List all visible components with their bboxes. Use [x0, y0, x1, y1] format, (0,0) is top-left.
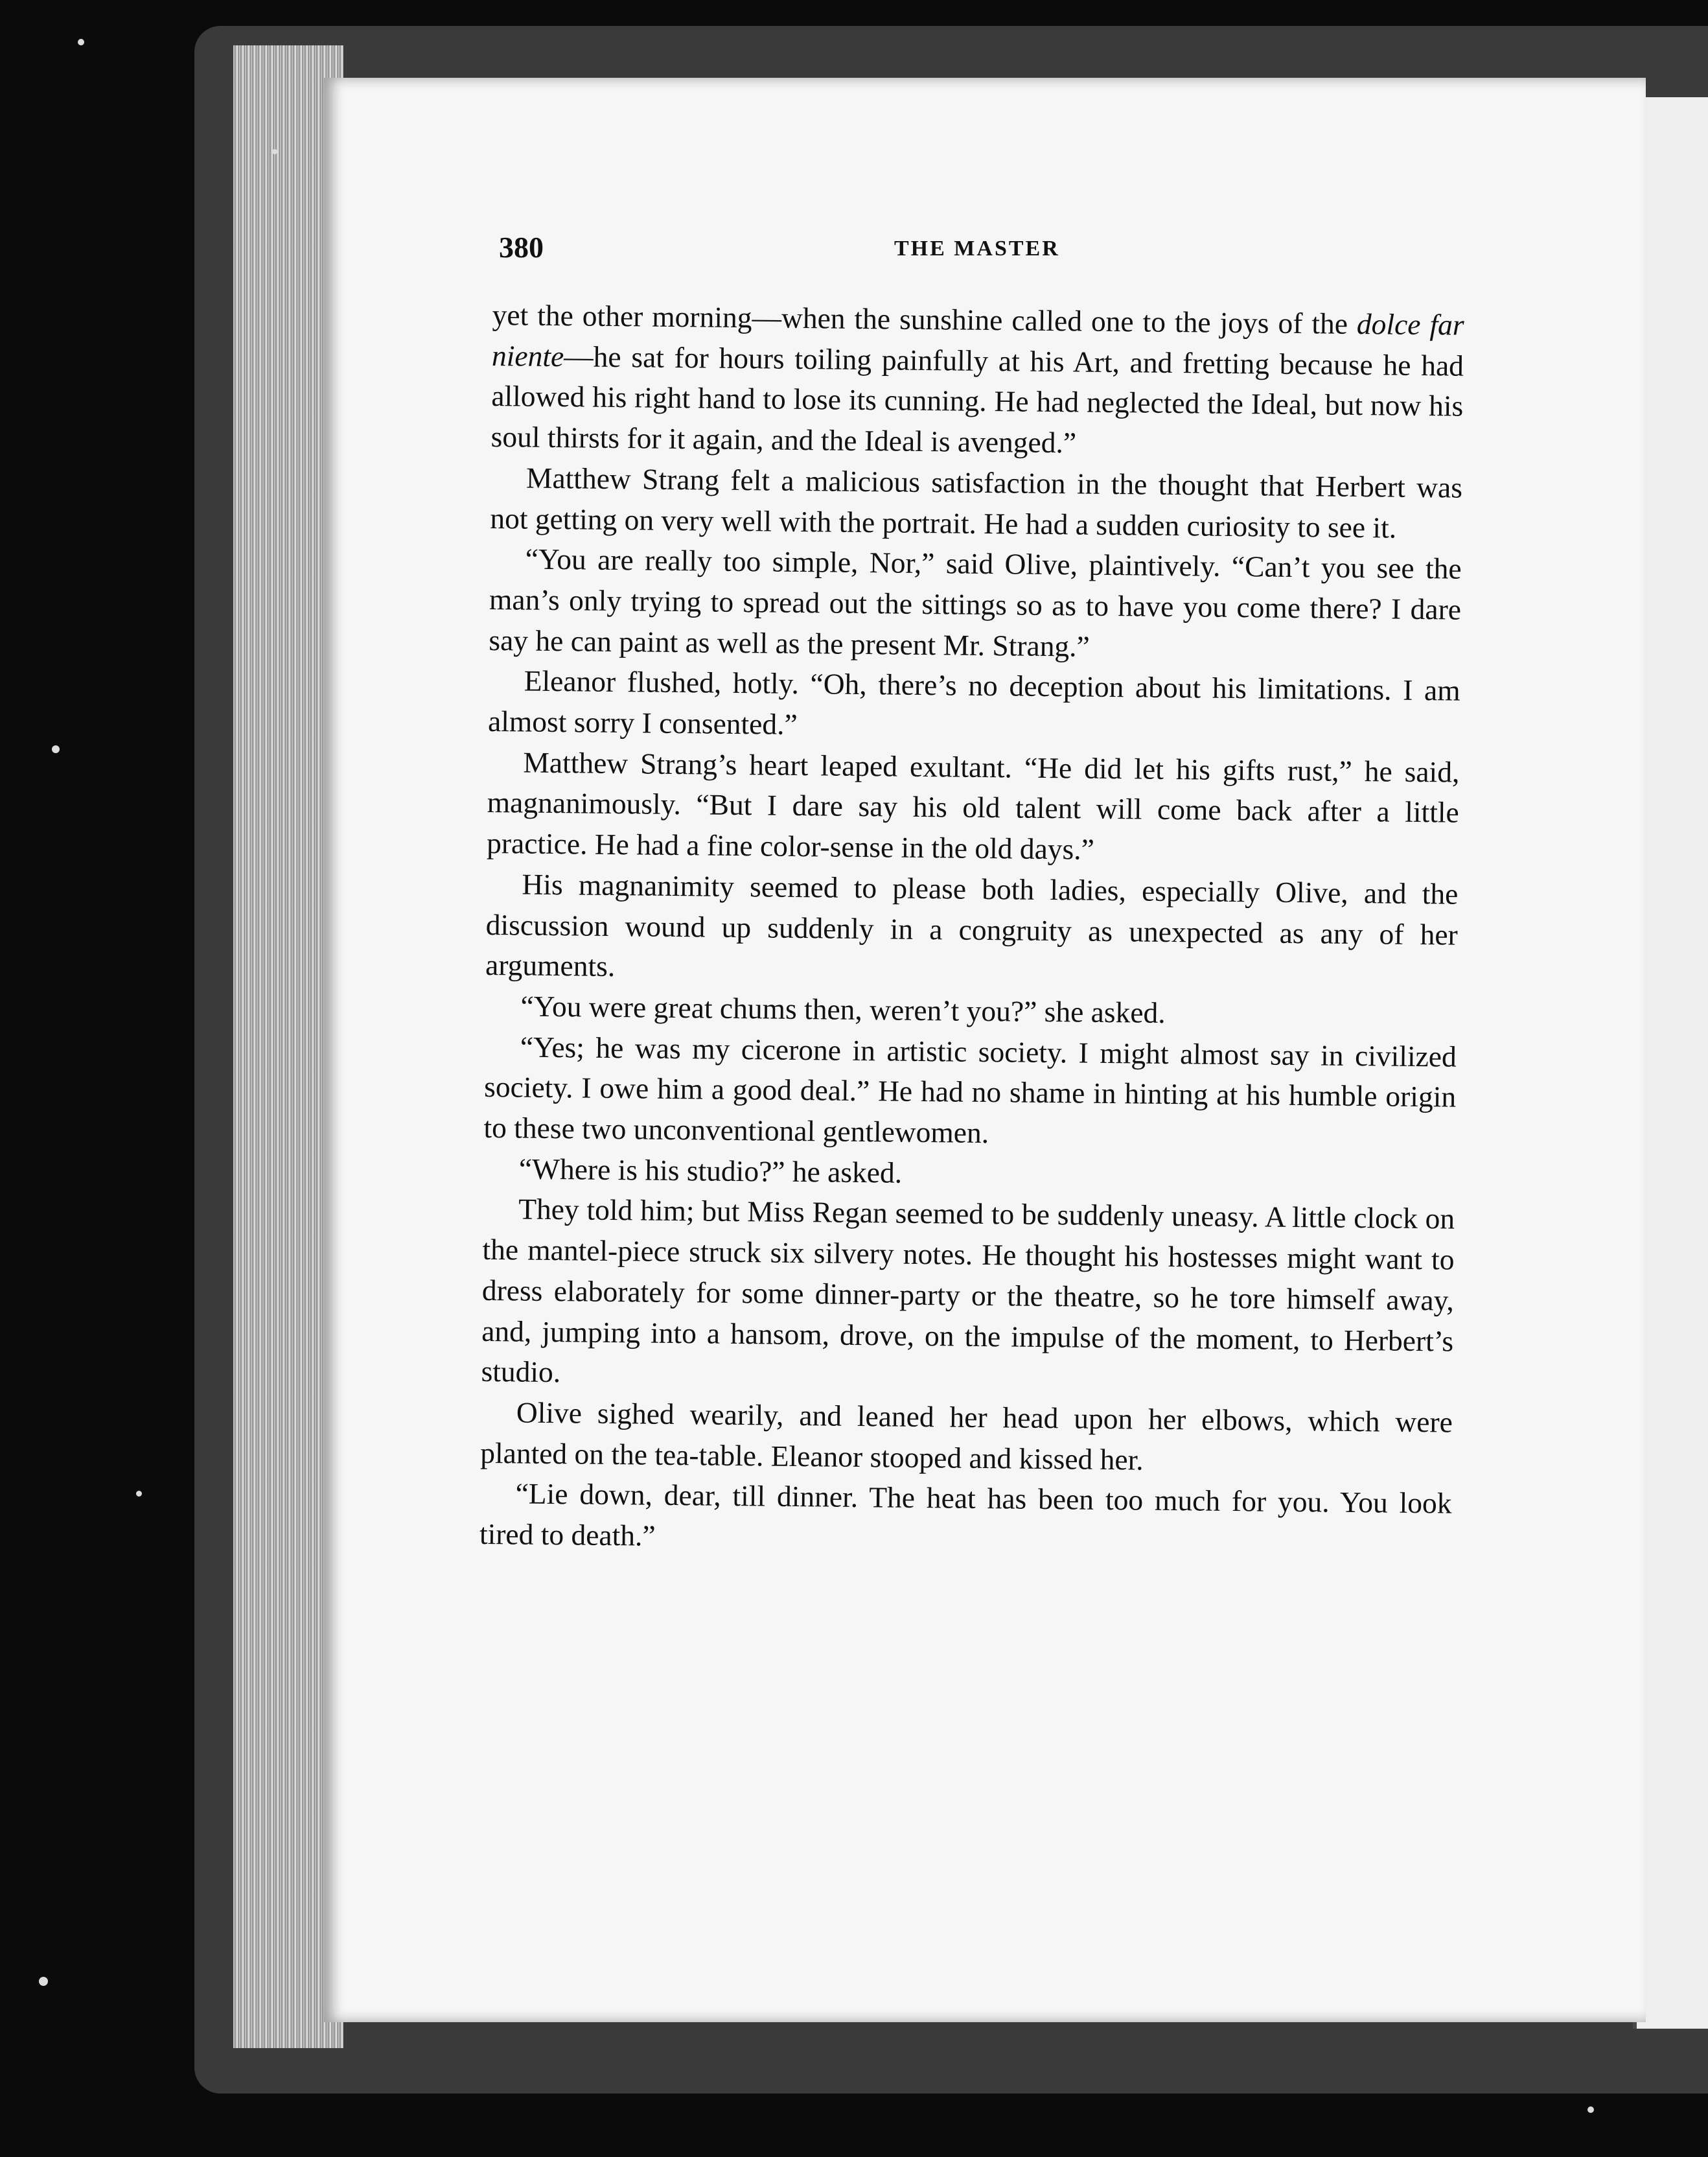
dust-speck [39, 1977, 48, 1986]
page-number: 380 [499, 231, 544, 264]
paragraph: “Yes; he was my cicerone in artistic society. I might almost say in civilized society. I owe him a good deal.” He had no shame in hinting at his humble origin to these two unconventional gentlewomen. [483, 1030, 1457, 1150]
paragraph: “Lie down, dear, till dinner. The heat has been too much for you. You look tired to death.” [479, 1476, 1452, 1552]
paragraph: Olive sighed wearily, and leaned her head upon her elbows, which were planted on the tea-table. Eleanor stooped and kissed her. [480, 1395, 1453, 1476]
paragraph: “You were great chums then, weren’t you?” she asked. [520, 989, 1166, 1029]
paragraph: Matthew Strang’s heart leaped exultant. “He did let his gifts rust,” he said, magnanimously. “But I dare say his old talent will come back after a little practice. He had a fine color-sense in the old days.” [486, 745, 1460, 866]
running-head: THE MASTER [894, 237, 1060, 261]
text-run: yet the other morning—when the sunshine called one to the joys of the [492, 297, 1357, 340]
text-run: —he sat for hours toiling painfully at his Art, and fretting because he had allowed his right hand to lose its cunning. He had neglected the Ideal, but now his soul thirsts for it again, and the Ideal is avenged.” [490, 339, 1464, 460]
dust-speck [52, 745, 60, 753]
dust-speck [136, 1491, 142, 1497]
page-header [499, 230, 1510, 275]
dust-speck [272, 149, 277, 154]
paragraph: “Where is his studio?” he asked. [518, 1152, 903, 1189]
paragraph: “You are really too simple, Nor,” said Olive, plaintively. “Can’t you see the man’s only trying to spread out the sittings so as to have you come there? I dare say he can paint as well as the present Mr. Strang.” [489, 542, 1462, 663]
italic-phrase: dolce far niente [491, 307, 1464, 373]
paragraph [490, 295, 1464, 468]
dust-speck [1587, 2106, 1594, 2113]
paragraph: They told him; but Miss Regan seemed to be suddenly uneasy. A little clock on the mantel-piece struck six silvery notes. He thought his hostesses might want to dress elaborately for some dinner-party or the theatre, so he tore himself away, and, jumping into a hansom, drove, on the impulse of the moment, to Herbert’s studio. [481, 1192, 1455, 1389]
paragraph: Matthew Strang felt a malicious satisfaction in the thought that Herbert was not getting on very well with the portrait. He had a sudden curiosity to see it. [490, 461, 1463, 544]
body-text [479, 295, 1464, 1565]
paragraph: His magnanimity seemed to please both ladies, especially Olive, and the discussion wound up suddenly in a congruity as unexpected as any of her arguments. [485, 867, 1459, 983]
dust-speck [78, 39, 84, 45]
paragraph: Eleanor flushed, hotly. “Oh, there’s no deception about his limitations. I am almost sorry I consented.” [487, 664, 1460, 741]
